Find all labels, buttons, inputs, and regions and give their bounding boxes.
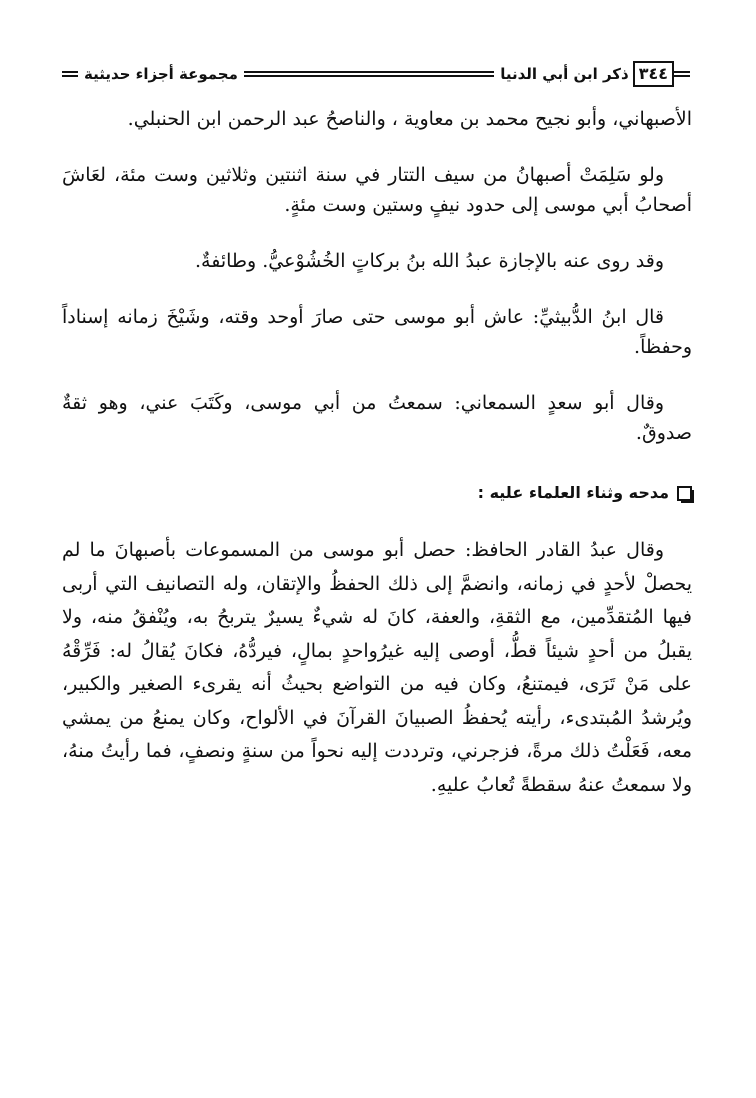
header-rule-start — [674, 71, 690, 77]
page-number: ٣٤٤ — [633, 61, 674, 87]
collection-title: مجموعة أجزاء حديثية — [84, 65, 238, 83]
square-bullet-icon — [677, 486, 692, 501]
paragraph-gap — [62, 362, 692, 388]
page-body — [62, 104, 692, 802]
paragraph-gap — [62, 220, 692, 246]
header-rule-middle — [244, 71, 494, 77]
section-heading-text: مدحه وثناء العلماء عليه : — [477, 483, 669, 502]
running-title: ذكر ابن أبي الدنيا — [500, 65, 629, 83]
paragraph-3: وقد روى عنه بالإجازة عبدُ الله بنُ بركاتٍ الخُشُوْعيُّ. وطائفةٌ. — [195, 250, 664, 272]
paragraph-4: قال ابنُ الدُّبيثيِّ: عاش أبو موسى حتى صارَ أوحد وقته، وشَيْخَ زمانه إسناداً وحفظاً. — [62, 306, 692, 358]
page-header — [62, 58, 690, 90]
paragraph-1: الأصبهاني، وأبو نجيح محمد بن معاوية ، والناصحُ عبد الرحمن ابن الحنبلي. — [127, 108, 692, 130]
paragraph-2: ولو سَلِمَتْ أصبهانُ من سيف التتار في سنة اثنتين وثلاثين وست مئة، لعَاشَ أصحابُ أبي موسى إلى حدود نيفٍ وستين وست مئةٍ. — [62, 164, 692, 216]
paragraph-5: وقال أبو سعدٍ السمعاني: سمعتُ من أبي موسى، وكَتَبَ عني، وهو ثقةٌ صدوقٌ. — [62, 392, 692, 444]
paragraph-gap — [62, 276, 692, 302]
paragraph-6: وقال عبدُ القادر الحافظ: حصل أبو موسى من المسموعات بأصبهانَ ما لم يحصلْ لأحدٍ في زمانه، وانضمَّ إلى ذلك الحفظُ والإتقان، وله التصانيف التي أربى فيها المُتقدِّمين، مع الثقةِ، والعفة، كانَ له شيءٌ يسيرٌ يتربحُ به، ويُنْفقُ منه، ولا يقبلُ من أحدٍ شيئاً قطُّ، أوصى إليه غيرُواحدٍ بمالٍ، فيردُّهُ، فكانَ يُقالُ له: فَرِّقْهُ على مَنْ تَرَى، فيمتنعُ، وكان فيه من التواضع بحيثُ أنه يقرىء الصغير والكبير، ويُرشدُ المُبتدىء، رأيته يُحفظُ الصبيانَ القرآنَ في الألواح، وكان يمنعُ من يمشي معه، فَعَلْتُ ذلك مرةً، فزجرني، وترددت إليه نحواً من سنةٍ ونصفٍ، فما رأيتُ منهُ، ولا سمعتُ عنهُ سقطةً تُعابُ عليهِ. — [62, 539, 692, 796]
section-heading — [62, 478, 692, 508]
paragraph-gap — [62, 448, 692, 474]
header-rule-end — [62, 71, 78, 77]
paragraph-gap — [62, 134, 692, 160]
